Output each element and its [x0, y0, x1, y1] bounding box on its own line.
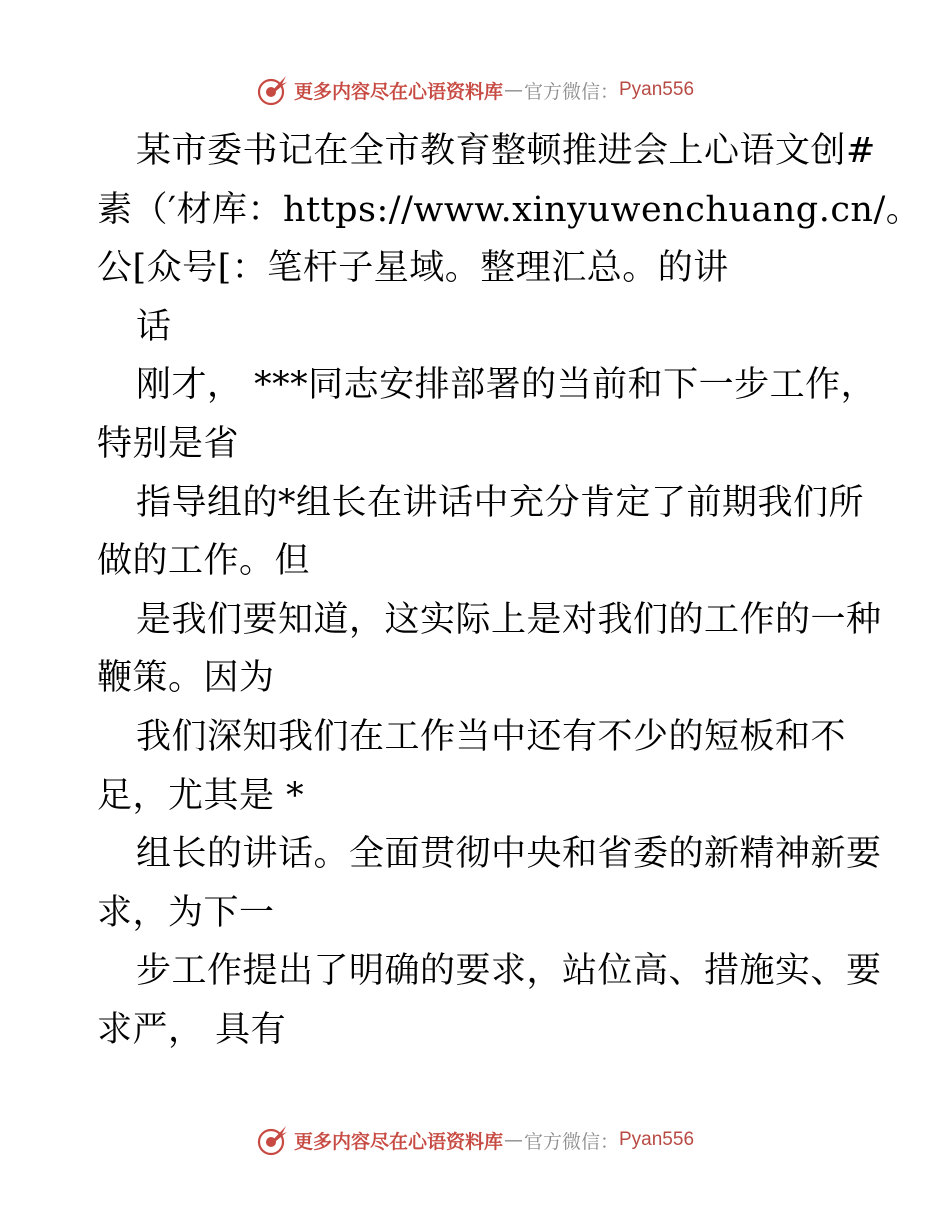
document-line: 组长的讲话。全面贯彻中央和省委的新精神新要 [136, 834, 882, 875]
document-line: 特别是省 [97, 423, 240, 464]
document-line: 步工作提出了明确的要求，站位高、措施实、要 [136, 951, 882, 992]
feather-seal-icon [256, 1123, 290, 1157]
document-line: 我们深知我们在工作当中还有不少的短板和不 [136, 716, 847, 757]
document-line: 做的工作。但 [97, 541, 311, 582]
document-line: 素（′材库：https://www.xinyuwenchuang.cn/。 [97, 189, 922, 230]
header-banner [0, 70, 950, 110]
banner-separator: — [503, 79, 523, 101]
feather-seal-icon [256, 73, 290, 107]
document-line: 求，为下一 [97, 892, 275, 933]
document-line: 话 [136, 306, 172, 347]
document-line: 刚才， ***同志安排部署的当前和下一步工作， [136, 365, 877, 406]
document-line: 某市委书记在全市教育整顿推进会上心语文创# [136, 131, 876, 171]
document-line: 是我们要知道，这实际上是对我们的工作的一种 [136, 599, 882, 640]
banner-brand-text: 更多内容尽在心语资料库 [293, 80, 503, 103]
banner-wechat-id: Pyan556 [619, 1129, 695, 1150]
document-line: 公[众号[：笔杆子星域。整理汇总。的讲 [97, 248, 729, 289]
document-line: 求严， 具有 [97, 1009, 287, 1050]
document-body [97, 122, 922, 1060]
footer-banner [0, 1120, 950, 1160]
banner-wechat-label: 官方微信： [523, 1130, 619, 1153]
document-line: 足，尤其是 * [97, 775, 305, 816]
banner-wechat-label: 官方微信： [523, 80, 619, 103]
document-line: 鞭策。因为 [97, 658, 275, 699]
document-line: 指导组的*组长在讲话中充分肯定了前期我们所 [136, 482, 865, 523]
banner-separator: — [503, 1129, 523, 1151]
banner-wechat-id: Pyan556 [619, 79, 695, 100]
banner-brand-text: 更多内容尽在心语资料库 [293, 1130, 503, 1153]
